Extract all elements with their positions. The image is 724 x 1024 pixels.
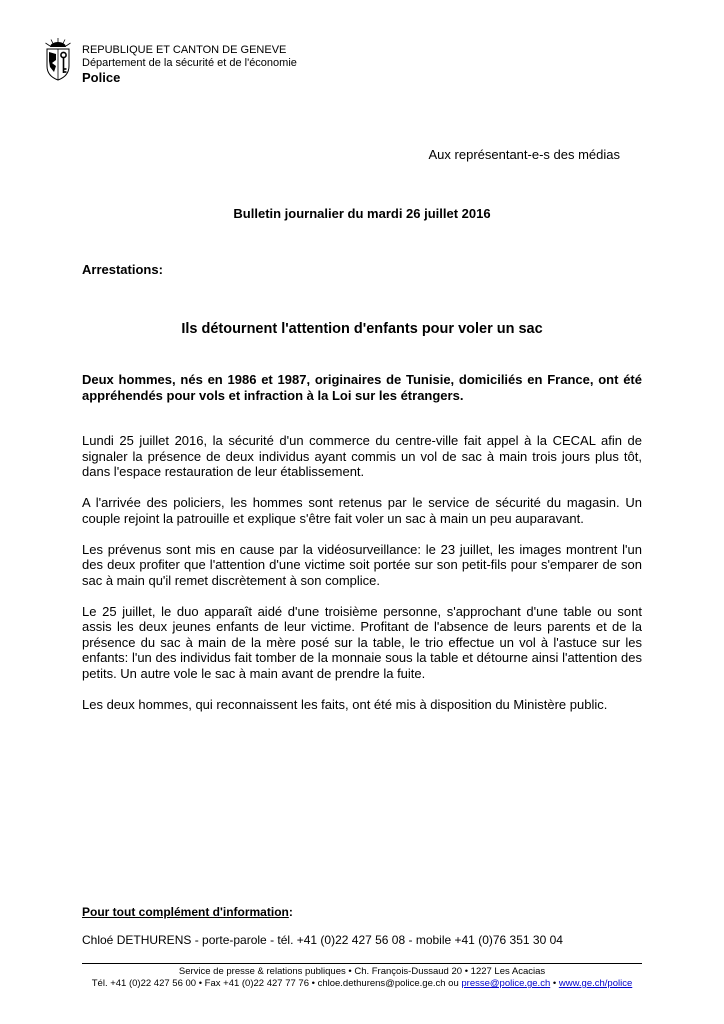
contact-heading-colon: :	[288, 905, 293, 919]
body-paragraph: Lundi 25 juillet 2016, la sécurité d'un commerce du centre-ville fait appel à la CECAL afin de signaler la présence de deux individus ayant commis un vol de sac à main trois jours plus tôt, dans l'espace restauration de leur établissement.	[82, 433, 642, 479]
body-paragraph: Le 25 juillet, le duo apparaît aidé d'une troisième personne, s'approchant d'une table ou sont assis les deux jeunes enfants de leur victime. Profitant de l'absence de leurs parents et de la présence du sac à main de la mère posé sur la table, le trio effectue un vol à l'astuce sur les enfants: l'un des individus fait tomber de la monnaie sous la table et détourne ainsi l'attention des petits. Un autre vole le sac à main avant de prendre la fuite.	[82, 603, 642, 681]
bulletin-title: Bulletin journalier du mardi 26 juillet 2016	[233, 206, 491, 221]
header-republic: REPUBLIQUE ET CANTON DE GENEVE	[82, 44, 287, 56]
header-police: Police	[82, 70, 121, 85]
press-email-link[interactable]: presse@police.ge.ch	[461, 978, 551, 989]
footer-contacts	[0, 978, 724, 989]
article-lead: Deux hommes, nés en 1986 et 1987, originaires de Tunisie, domiciliés en France, ont été appréhendés pour vols et infraction à la Loi sur les étrangers.	[82, 372, 642, 403]
section-heading: Arrestations:	[82, 262, 163, 277]
footer-divider	[82, 963, 642, 964]
footer-separator: •	[550, 978, 559, 989]
contact-line: Chloé DETHURENS - porte-parole - tél. +41 (0)22 427 56 08 - mobile +41 (0)76 351 30 04	[82, 933, 563, 947]
footer-phone-fax: Tél. +41 (0)22 427 56 00 • Fax +41 (0)22 427 77 76 • chloe.dethurens@police.ge.ch ou	[91, 978, 462, 989]
body-paragraph: Les prévenus sont mis en cause par la vidéosurveillance: le 23 juillet, les images montrent l'un des deux profiter que l'attention d'une victime soit portée sur son petit-fils pour s'emparer de son sac à main qu'il remet discrètement à son complice.	[82, 541, 642, 588]
contact-heading	[82, 905, 293, 919]
recipient-line: Aux représentant-e-s des médias	[428, 147, 620, 162]
article-body	[82, 433, 642, 728]
body-paragraph: Les deux hommes, qui reconnaissent les faits, ont été mis à disposition du Ministère public.	[82, 696, 608, 712]
article-headline: Ils détournent l'attention d'enfants pour voler un sac	[181, 321, 543, 337]
contact-heading-text: Pour tout complément d'information	[82, 905, 289, 919]
website-link[interactable]: www.ge.ch/police	[558, 978, 633, 989]
body-paragraph: A l'arrivée des policiers, les hommes sont retenus par le service de sécurité du magasin. Un couple rejoint la patrouille et explique s'être fait voler un sac à main un peu auparavant.	[82, 495, 642, 526]
footer-address: Service de presse & relations publiques • Ch. François-Dussaud 20 • 1227 Les Acacias	[178, 966, 546, 977]
geneva-coat-of-arms-icon	[40, 36, 76, 88]
header-department: Département de la sécurité et de l'économie	[82, 57, 297, 69]
